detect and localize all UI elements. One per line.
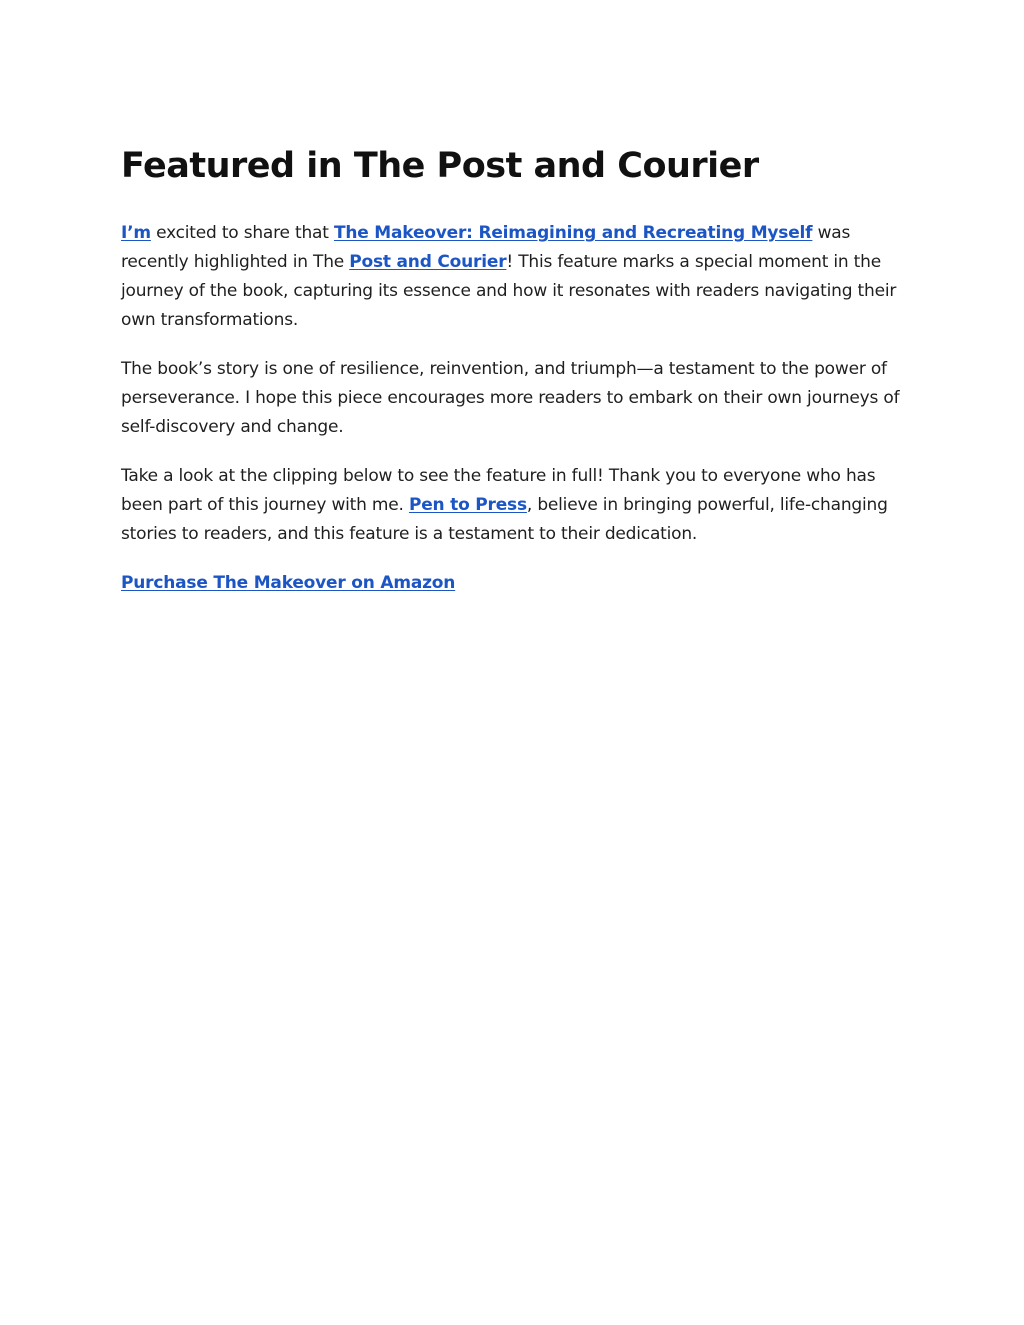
purchase-paragraph bbox=[121, 569, 911, 598]
story-paragraph: The book’s story is one of resilience, reinvention, and triumph—a testament to the power of perseverance. I hope this piece encourages more readers to embark on their own journeys of self-discovery and change. bbox=[121, 359, 900, 437]
thanks-text-2: , believe in bringing powerful, life-changing stories to readers, and this feature is a testament to their dedication. bbox=[121, 495, 888, 544]
book-title-link[interactable]: The Makeover: Reimagining and Recreating Myself bbox=[333, 223, 813, 243]
pen-to-press-link[interactable]: Pen to Press bbox=[408, 495, 527, 515]
purchase-amazon-link[interactable]: Purchase The Makeover on Amazon bbox=[121, 573, 456, 593]
intro-text-3: ! This feature marks a special moment in the journey of the book, capturing its essence and how it resonates with readers navigating their own transformations. bbox=[121, 252, 897, 330]
intro-text-2: was recently highlighted in The bbox=[121, 223, 851, 272]
thanks-paragraph bbox=[121, 462, 911, 549]
intro-text-1: excited to share that bbox=[150, 223, 334, 243]
im-link[interactable]: I’m bbox=[121, 223, 151, 243]
post-and-courier-link[interactable]: Post and Courier bbox=[349, 252, 507, 272]
page-title: Featured in The Post and Courier bbox=[121, 146, 759, 186]
thanks-text-1: Take a look at the clipping below to see the feature in full! Thank you to everyone who has been part of this journey with me. bbox=[121, 466, 876, 515]
intro-paragraph bbox=[121, 219, 911, 335]
document-page bbox=[121, 140, 911, 598]
